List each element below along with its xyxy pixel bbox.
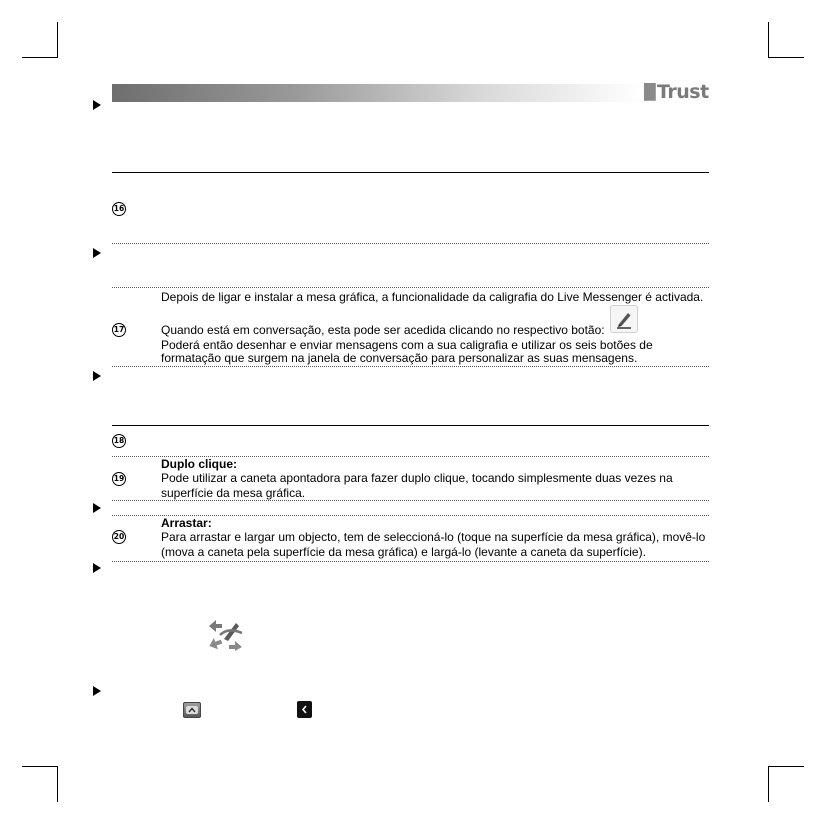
step-number-19: 19	[112, 472, 126, 486]
divider	[112, 243, 709, 244]
crop-mark	[22, 766, 58, 767]
crop-mark	[22, 57, 58, 58]
step-20-text-1: Para arrastar e largar um objecto, tem de seleccioná-lo (toque na superfície da mesa gráfica), movê-lo	[161, 530, 706, 544]
back-button-icon	[297, 701, 312, 718]
back-button	[297, 701, 312, 718]
handwriting-button	[610, 305, 638, 333]
step-number-18: 18	[112, 434, 126, 448]
step-19-text-1: Pode utilizar a caneta apontadora para fazer duplo clique, tocando simplesmente duas vezes na	[161, 471, 673, 485]
bullet-arrow-icon	[93, 248, 101, 258]
step-17-text-1: Depois de ligar e instalar a mesa gráfica, a funcionalidade da caligrafia do Live Messenger é activada.	[161, 290, 704, 304]
step-17-text-2: Quando está em conversação, esta pode ser acedida clicando no respectivo botão:	[161, 323, 605, 337]
crop-mark	[768, 22, 769, 58]
crop-mark	[768, 766, 804, 767]
step-20-text-2: (mova a caneta pela superfície da mesa gráfica) e largá-lo (levante a caneta da superfície).	[161, 545, 646, 559]
bullet-arrow-icon	[93, 503, 101, 513]
header-gradient-bar	[112, 84, 642, 102]
trust-logo-mark-icon: █	[644, 83, 657, 101]
step-number-16: 16	[112, 202, 126, 216]
flicks-icon	[206, 617, 246, 651]
logo-text: Trust	[657, 81, 709, 103]
section-rule	[112, 172, 709, 173]
step-17-text-3: Poderá então desenhar e enviar mensagens com a sua caligrafia e utilizar os seis botões de	[161, 338, 653, 352]
up-button	[183, 702, 201, 718]
step-number-20: 20	[112, 530, 126, 544]
crop-mark	[768, 57, 804, 58]
step-19-text-2: superfície da mesa gráfica.	[161, 486, 306, 500]
step-number-17: 17	[112, 323, 126, 337]
trust-logo	[644, 81, 709, 103]
section-rule	[112, 425, 709, 426]
step-20-title: Arrastar:	[161, 516, 212, 530]
up-button-icon	[184, 703, 200, 717]
bullet-arrow-icon	[93, 371, 101, 381]
crop-mark	[57, 22, 58, 58]
step-17-text-4: formatação que surgem na janela de conversação para personalizar as suas mensagens.	[161, 351, 638, 365]
bullet-arrow-icon	[93, 563, 101, 573]
bullet-arrow-icon	[93, 100, 101, 110]
divider	[112, 561, 709, 562]
pen-icon	[611, 306, 637, 332]
crop-mark	[57, 766, 58, 802]
step-19-title: Duplo clique:	[161, 457, 237, 471]
divider	[112, 287, 709, 288]
crop-mark	[768, 766, 769, 802]
bullet-arrow-icon	[93, 686, 101, 696]
